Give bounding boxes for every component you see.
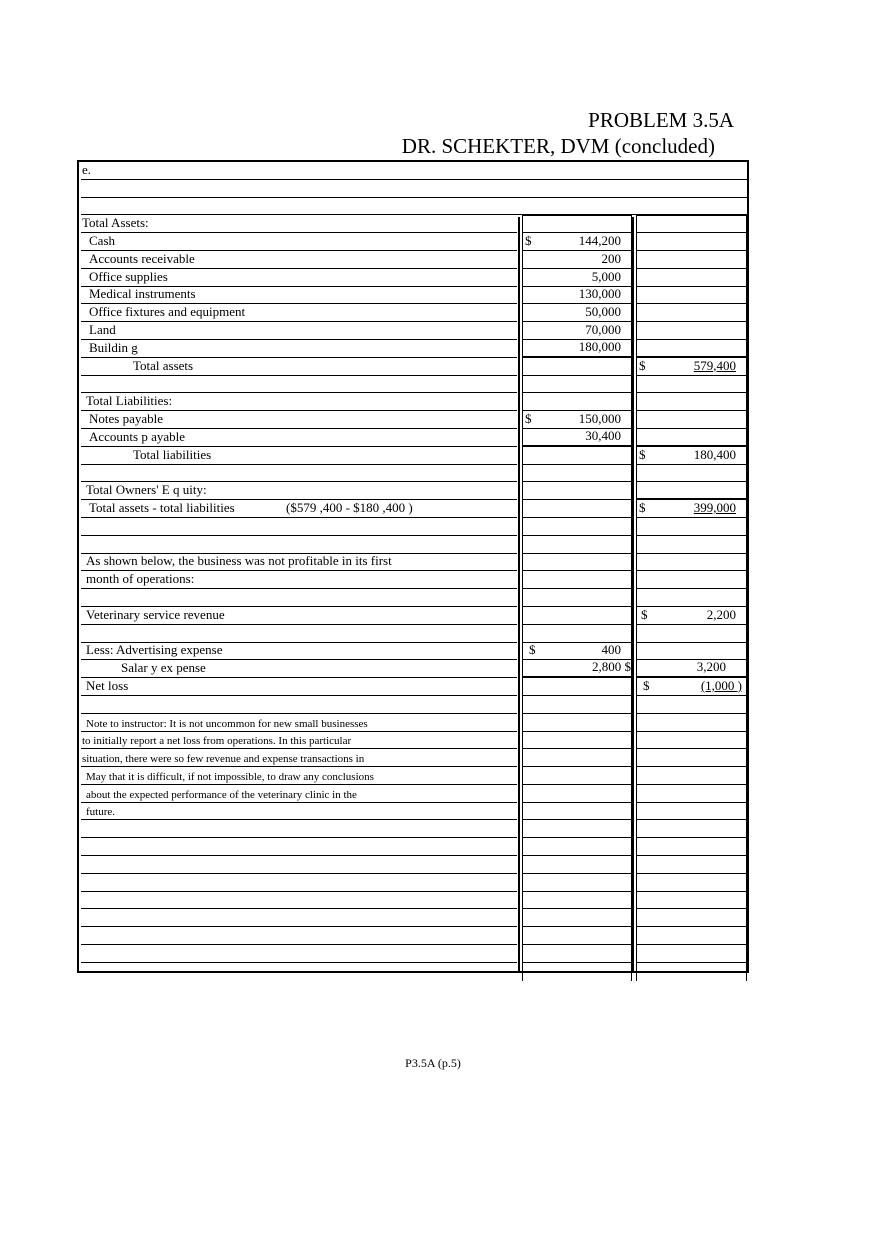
revenue-row bbox=[79, 607, 747, 625]
liability-label: Accounts p ayable bbox=[89, 428, 186, 444]
worksheet-row bbox=[79, 856, 747, 874]
worksheet-row bbox=[79, 927, 747, 945]
worksheet-row bbox=[79, 820, 747, 838]
problem-subtitle: DR. SCHEKTER, DVM (concluded) bbox=[401, 134, 715, 158]
asset-label: Land bbox=[89, 321, 116, 337]
asset-amount: 200 bbox=[601, 250, 621, 266]
instructor-note-line: May that it is difficult, if not impossible, to draw any conclusions bbox=[86, 770, 374, 783]
worksheet-row bbox=[79, 589, 747, 607]
worksheet-row bbox=[79, 482, 747, 500]
assets-total-row bbox=[79, 358, 747, 376]
liabilities-total-amount: 180,400 bbox=[693, 446, 736, 462]
expense-dollar: $ bbox=[529, 642, 536, 658]
note-row bbox=[79, 732, 747, 750]
worksheet-row bbox=[79, 162, 747, 180]
instructor-note-line: future. bbox=[86, 806, 116, 819]
net-loss-label: Net loss bbox=[86, 677, 129, 693]
asset-dollar: $ bbox=[525, 232, 532, 248]
revenue-dollar: $ bbox=[641, 606, 648, 622]
asset-amount: 144,200 bbox=[578, 232, 621, 248]
note-row bbox=[79, 714, 747, 732]
net-loss-row bbox=[79, 678, 747, 696]
worksheet-row bbox=[79, 215, 747, 233]
problem-title: PROBLEM 3.5A bbox=[588, 108, 734, 132]
net-loss-dollar: $ bbox=[643, 677, 650, 693]
asset-row bbox=[79, 269, 747, 287]
note-row bbox=[79, 749, 747, 767]
asset-amount: 5,000 bbox=[591, 268, 621, 284]
worksheet-row bbox=[79, 892, 747, 910]
worksheet-row bbox=[79, 625, 747, 643]
worksheet-row bbox=[79, 874, 747, 892]
worksheet-row bbox=[79, 945, 747, 963]
asset-label: Buildin g bbox=[89, 339, 138, 355]
worksheet-row bbox=[79, 180, 747, 198]
asset-label: Office fixtures and equipment bbox=[89, 304, 246, 320]
equity-amount: 399,000 bbox=[693, 499, 736, 515]
worksheet-row bbox=[79, 909, 747, 927]
expense-amount: 2,800 $ bbox=[592, 659, 631, 675]
liability-row bbox=[79, 429, 747, 447]
page-footer: P3.5A (p.5) bbox=[405, 1056, 461, 1070]
liability-row bbox=[79, 411, 747, 429]
worksheet-row bbox=[79, 838, 747, 856]
asset-label: Cash bbox=[89, 232, 115, 248]
instructor-note-line: situation, there were so few revenue and expense transactions in bbox=[82, 753, 365, 766]
equity-calculation: ($579 ,400 - $180 ,400 ) bbox=[286, 499, 413, 515]
worksheet-row bbox=[79, 393, 747, 411]
assets-total-dollar: $ bbox=[639, 357, 646, 373]
equity-dollar: $ bbox=[639, 499, 646, 515]
asset-amount: 50,000 bbox=[585, 304, 621, 320]
net-loss-amount: (1,000 ) bbox=[700, 677, 742, 693]
liabilities-total-dollar: $ bbox=[639, 446, 646, 462]
liability-label: Notes payable bbox=[89, 410, 164, 426]
worksheet-row bbox=[79, 198, 747, 216]
liability-amount: 30,400 bbox=[585, 427, 621, 443]
part-label: e. bbox=[82, 161, 92, 177]
note-row bbox=[79, 767, 747, 785]
worksheet-row bbox=[79, 963, 747, 981]
worksheet-row bbox=[79, 696, 747, 714]
expense-amount: 400 bbox=[601, 642, 621, 658]
liabilities-total-label: Total liabilities bbox=[133, 446, 212, 462]
liability-amount: 150,000 bbox=[578, 410, 621, 426]
column-divider bbox=[632, 217, 634, 971]
asset-row bbox=[79, 251, 747, 269]
worksheet-row bbox=[79, 465, 747, 483]
revenue-label: Veterinary service revenue bbox=[86, 606, 225, 622]
instructor-note-line: to initially report a net loss from operations. In this particular bbox=[82, 735, 352, 748]
asset-row bbox=[79, 304, 747, 322]
note-row bbox=[79, 785, 747, 803]
revenue-amount: 2,200 bbox=[706, 606, 736, 622]
profit-note-line: month of operations: bbox=[86, 571, 195, 587]
expense-row bbox=[79, 643, 747, 661]
instructor-note-line: Note to instructor: It is not uncommon for new small businesses bbox=[86, 717, 368, 730]
worksheet bbox=[77, 160, 749, 973]
asset-row bbox=[79, 233, 747, 251]
profit-note-line: As shown below, the business was not profitable in its first bbox=[86, 553, 392, 569]
asset-row bbox=[79, 287, 747, 305]
worksheet-row bbox=[79, 536, 747, 554]
assets-total-amount: 579,400 bbox=[693, 357, 736, 373]
assets-heading: Total Assets: bbox=[82, 215, 149, 231]
expense-row bbox=[79, 660, 747, 678]
expense-total: 3,200 bbox=[696, 659, 726, 675]
asset-amount: 70,000 bbox=[585, 321, 621, 337]
expense-label: Salar y ex pense bbox=[121, 660, 206, 676]
note-row bbox=[79, 803, 747, 821]
expense-label: Less: Advertising expense bbox=[86, 642, 223, 658]
liabilities-total-row bbox=[79, 447, 747, 465]
asset-amount: 180,000 bbox=[578, 338, 621, 354]
asset-row bbox=[79, 322, 747, 340]
equity-line-label: Total assets - total liabilities bbox=[89, 499, 235, 515]
worksheet-row bbox=[79, 518, 747, 536]
liabilities-heading: Total Liabilities: bbox=[86, 393, 173, 409]
worksheet-row bbox=[79, 554, 747, 572]
worksheet-row bbox=[79, 571, 747, 589]
asset-amount: 130,000 bbox=[578, 286, 621, 302]
liability-dollar: $ bbox=[525, 410, 532, 426]
equity-heading: Total Owners' E q uity: bbox=[86, 482, 207, 498]
column-divider bbox=[518, 217, 520, 971]
instructor-note-line: about the expected performance of the veterinary clinic in the bbox=[86, 788, 357, 801]
asset-label: Office supplies bbox=[89, 268, 168, 284]
asset-label: Accounts receivable bbox=[89, 250, 195, 266]
equity-row bbox=[79, 500, 747, 518]
asset-label: Medical instruments bbox=[89, 286, 196, 302]
asset-row bbox=[79, 340, 747, 358]
assets-total-label: Total assets bbox=[133, 357, 194, 373]
worksheet-row bbox=[79, 376, 747, 394]
